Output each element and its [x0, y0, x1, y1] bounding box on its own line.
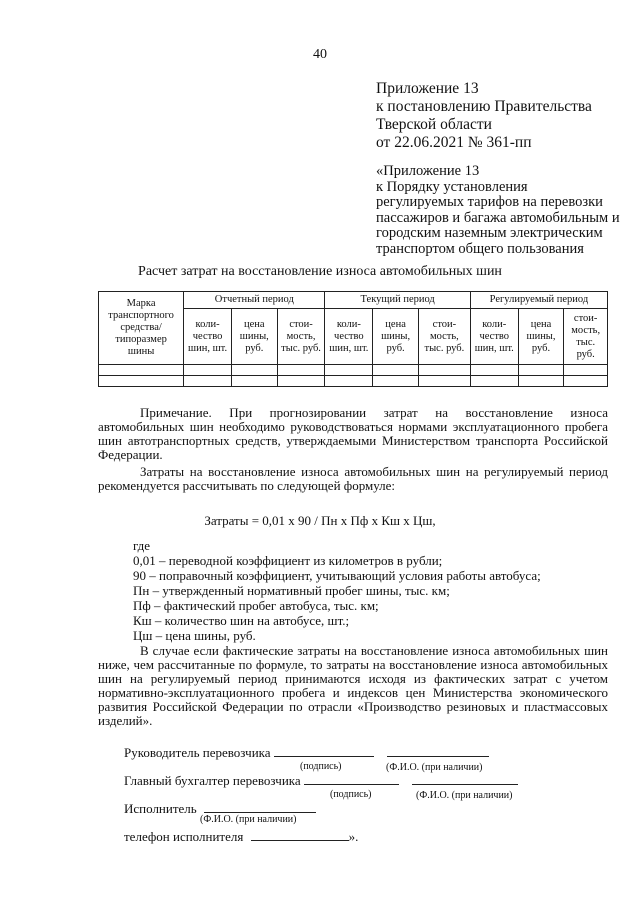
col-quantity: коли-чество шин, шт.	[470, 309, 518, 365]
definition-item: 0,01 – переводной коэффициент из километров в рубли;	[133, 553, 443, 568]
table-cell	[564, 365, 608, 376]
group-reporting: Отчетный период	[184, 292, 325, 309]
group-regulated: Регулируемый период	[470, 292, 607, 309]
accountant-sign-field[interactable]	[304, 772, 399, 785]
accountant-label: Главный бухгалтер перевозчика	[124, 773, 301, 788]
head-signature-row	[124, 744, 489, 760]
table-header-row	[99, 292, 608, 309]
table-cell	[418, 376, 470, 387]
appendix-header	[376, 80, 592, 152]
appendix-inner-line: к Порядку установления	[376, 178, 528, 195]
head-name-field[interactable]	[387, 744, 489, 757]
table-cell	[325, 376, 373, 387]
head-name-hint: (Ф.И.О. (при наличии)	[386, 762, 483, 773]
accountant-name-hint: (Ф.И.О. (при наличии)	[416, 790, 513, 801]
col-cost: стои-мость, тыс. руб.	[418, 309, 470, 365]
table-cell	[518, 376, 564, 387]
table-cell	[99, 376, 184, 387]
appendix-line: Приложение 13	[376, 80, 479, 97]
table-cell	[518, 365, 564, 376]
col-price: цена шины, руб.	[231, 309, 277, 365]
table-cell	[184, 376, 232, 387]
col-quantity: коли-чество шин, шт.	[184, 309, 232, 365]
phone-field[interactable]	[251, 828, 349, 841]
table-cell	[231, 376, 277, 387]
definition-where: где	[133, 538, 151, 553]
definition-item: 90 – поправочный коэффициент, учитывающий условия работы автобуса;	[133, 568, 541, 583]
costs-table	[98, 291, 608, 387]
phone-label: телефон исполнителя	[124, 829, 244, 844]
executor-name-hint: (Ф.И.О. (при наличии)	[200, 814, 297, 825]
table-cell	[277, 376, 325, 387]
appendix-inner-line: регулируемых тарифов на перевозки	[376, 194, 603, 210]
group-current: Текущий период	[325, 292, 470, 309]
accountant-signature-row	[124, 772, 518, 788]
table-cell	[373, 376, 419, 387]
appendix-inner	[376, 164, 620, 257]
definition-item: Кш – количество шин на автобусе, шт.;	[133, 613, 350, 628]
note-paragraph: Примечание. При прогнозировании затрат на восстановление износа автомобильных шин необходимо руководствоваться нормами эксплуатационного пробега шин автотранспортных средств, утверждаемыми Министерством транспорта Российской Федерации.	[98, 405, 608, 462]
formula-intro: Затраты на восстановление износа автомобильных шин на регулируемый период рекомендуется рассчитывать по следующей формуле:	[98, 464, 608, 493]
executor-label: Исполнитель	[124, 801, 197, 816]
appendix-line: Тверской области	[376, 116, 492, 133]
col-cost: стои-мость, тыс. руб.	[564, 309, 608, 365]
col-price: цена шины, руб.	[518, 309, 564, 365]
definition-item: Пн – утвержденный нормативный пробег шины, тыс. км;	[133, 583, 450, 598]
appendix-line: от 22.06.2021 № 361-пп	[376, 134, 532, 151]
page-number: 40	[313, 47, 327, 62]
phone-row	[124, 828, 358, 844]
appendix-inner-line: транспортом общего пользования	[376, 240, 584, 257]
appendix-inner-line: городским наземным электрическим	[376, 225, 603, 241]
table-cell	[470, 365, 518, 376]
table-row	[99, 365, 608, 376]
table-title: Расчет затрат на восстановление износа автомобильных шин	[138, 264, 502, 279]
table-cell	[277, 365, 325, 376]
col-price: цена шины, руб.	[373, 309, 419, 365]
table-cell	[470, 376, 518, 387]
head-sign-field[interactable]	[274, 744, 374, 757]
phone-end: ».	[348, 829, 359, 844]
col-brand: Марка транспортного средства/ типоразмер шины	[99, 292, 184, 365]
table-cell	[564, 376, 608, 387]
definition-item: Цш – цена шины, руб.	[133, 628, 256, 643]
appendix-inner-line: пассажиров и багажа автомобильным и	[376, 209, 620, 226]
definition-item: Пф – фактический пробег автобуса, тыс. км;	[133, 598, 379, 613]
table-cell	[99, 365, 184, 376]
head-sign-hint: (подпись)	[300, 761, 342, 772]
accountant-sign-hint: (подпись)	[330, 789, 372, 800]
executor-name-field[interactable]	[204, 800, 316, 813]
formula: Затраты = 0,01 х 90 / Пн х Пф х Кш х Цш,	[204, 513, 436, 528]
table-cell	[373, 365, 419, 376]
table-row	[99, 376, 608, 387]
table-cell	[418, 365, 470, 376]
col-cost: стои-мость, тыс. руб.	[277, 309, 325, 365]
appendix-inner-line: «Приложение 13	[376, 163, 480, 179]
table-cell	[325, 365, 373, 376]
final-paragraph: В случае если фактические затраты на восстановление износа автомобильных шин ниже, чем рассчитанные по формуле, то затраты на восстановление износа автомобильных шин на регулируемый период принимаются исходя из фактических затрат с учетом нормативно-эксплуатационного пробега и индексов цен Министерства экономического развития Российской Федерации по отрасли «Производство резиновых и пластмассовых изделий».	[98, 643, 608, 728]
accountant-name-field[interactable]	[412, 772, 518, 785]
head-label: Руководитель перевозчика	[124, 745, 271, 760]
table-cell	[184, 365, 232, 376]
col-quantity: коли-чество шин, шт.	[325, 309, 373, 365]
appendix-line: к постановлению Правительства	[376, 98, 592, 115]
table-cell	[231, 365, 277, 376]
